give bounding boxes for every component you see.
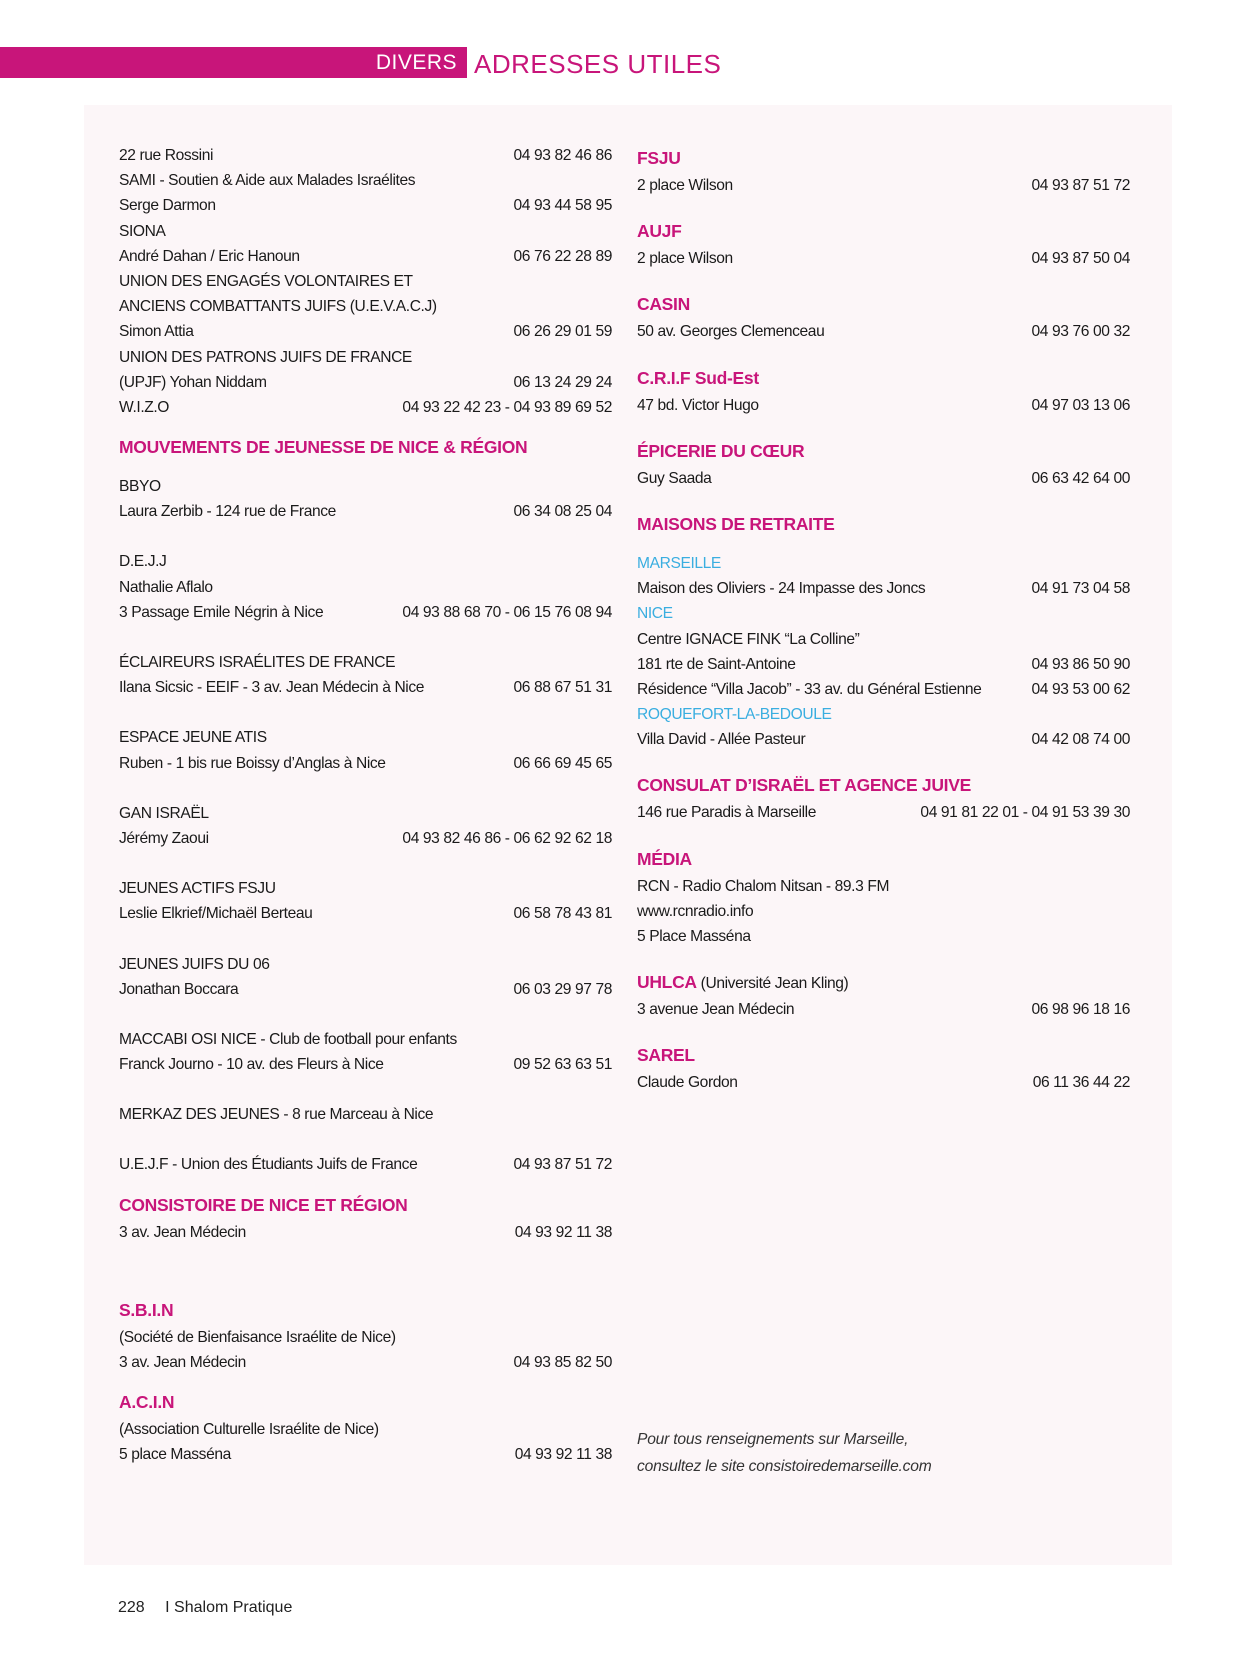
entry-label: (Association Culturelle Israélite de Nice) xyxy=(119,1421,379,1439)
entry-label: ANCIENS COMBATTANTS JUIFS (U.E.V.A.C.J) xyxy=(119,298,437,316)
entry-phone: 04 93 85 82 50 xyxy=(513,1354,612,1371)
entry-label: 50 av. Georges Clemenceau xyxy=(637,323,825,341)
spacer xyxy=(637,1096,1130,1426)
youth-group xyxy=(119,650,612,700)
nice-subheading: NICE xyxy=(637,605,673,623)
spacer xyxy=(637,491,1130,509)
entry-phone: 04 93 76 00 32 xyxy=(1031,323,1130,341)
entry-label: Villa David - Allée Pasteur xyxy=(637,731,806,749)
spacer xyxy=(119,524,612,549)
spacer xyxy=(119,420,612,432)
header-bar xyxy=(0,47,467,78)
page-title: ADRESSES UTILES xyxy=(474,49,722,79)
consulat-heading xyxy=(637,770,1130,800)
entry-label: GAN ISRAËL xyxy=(119,804,209,822)
sbin-heading-text: S.B.I.N xyxy=(119,1299,174,1320)
entry-label: 47 bd. Victor Hugo xyxy=(637,396,759,414)
retraite-heading xyxy=(637,509,1130,539)
entry-row xyxy=(119,168,612,193)
entry-row xyxy=(119,1220,612,1245)
entry-phone: 04 93 44 58 95 xyxy=(513,197,612,215)
entry-label: SIONA xyxy=(119,222,166,240)
spacer xyxy=(637,826,1130,844)
content-panel xyxy=(84,105,1172,1565)
entry-row xyxy=(119,1325,612,1350)
sarel-heading-text: SAREL xyxy=(637,1045,695,1066)
entry-phone: 04 93 82 46 86 xyxy=(513,147,612,164)
entry-phone: 04 93 92 11 38 xyxy=(514,1223,612,1241)
entry-label: MERKAZ DES JEUNES - 8 rue Marceau à Nice xyxy=(119,1106,434,1124)
entry-row xyxy=(119,1350,612,1375)
spacer xyxy=(119,776,612,801)
entry-row xyxy=(637,246,1130,271)
publication-name: I Shalom Pratique xyxy=(165,1599,293,1616)
entry-label: 22 rue Rossini xyxy=(119,147,214,164)
entry-row xyxy=(119,345,612,370)
youth-group xyxy=(119,1027,612,1077)
entry-row xyxy=(119,193,612,218)
section-label: DIVERS xyxy=(375,51,457,74)
entry-row xyxy=(637,1070,1130,1095)
entry-row xyxy=(119,1152,612,1177)
uhlca-note: (Université Jean Kling) xyxy=(696,975,849,993)
entry-row xyxy=(119,143,612,168)
entry-row xyxy=(637,924,1130,949)
entry-label: SAMI - Soutien & Aide aux Malades Israélites xyxy=(119,172,416,190)
fsju-heading xyxy=(637,143,1130,173)
entry-row xyxy=(119,725,612,750)
entry-label: JEUNES ACTIFS FSJU xyxy=(119,880,276,898)
entry-phone: 06 26 29 01 59 xyxy=(513,323,612,341)
spacer xyxy=(637,949,1130,967)
entry-label: MACCABI OSI NICE - Club de football pour enfants xyxy=(119,1030,457,1048)
entry-label: 5 Place Masséna xyxy=(637,928,751,945)
entry-phone: 04 93 87 51 72 xyxy=(513,1156,612,1174)
consulat-heading-text: CONSULAT D’ISRAËL ET AGENCE JUIVE xyxy=(637,775,971,796)
entry-row xyxy=(637,393,1130,418)
entry-label: ESPACE JEUNE ATIS xyxy=(119,729,267,747)
entry-phone: 06 88 67 51 31 xyxy=(513,679,612,697)
entry-phone: 09 52 63 63 51 xyxy=(513,1056,612,1074)
spacer xyxy=(119,462,612,474)
entry-phone: 04 93 82 46 86 - 06 62 92 62 18 xyxy=(402,829,612,847)
entry-label: www.rcnradio.info xyxy=(637,902,754,920)
entry-row xyxy=(119,370,612,395)
spacer xyxy=(637,418,1130,436)
entry-row xyxy=(119,549,612,574)
entry-row xyxy=(637,466,1130,491)
entry-row xyxy=(637,677,1130,702)
entry-label: Laura Zerbib - 124 rue de France xyxy=(119,503,336,521)
entry-phone: 04 93 87 50 04 xyxy=(1031,250,1130,268)
entry-row xyxy=(637,652,1130,677)
page-footer xyxy=(118,1599,292,1617)
spacer xyxy=(637,271,1130,289)
entry-row xyxy=(119,319,612,344)
entry-phone: 06 66 69 45 65 xyxy=(513,754,612,772)
entry-label: 2 place Wilson xyxy=(637,250,733,268)
entry-row xyxy=(119,1052,612,1077)
entry-label: 5 place Masséna xyxy=(119,1446,231,1464)
crif-heading xyxy=(637,363,1130,393)
entry-row xyxy=(119,1027,612,1052)
entry-phone: 06 11 36 44 22 xyxy=(1032,1074,1130,1092)
spacer xyxy=(637,345,1130,363)
youth-group xyxy=(119,549,612,625)
entry-label: 3 Passage Emile Négrin à Nice xyxy=(119,603,324,621)
spacer xyxy=(119,851,612,876)
entry-row xyxy=(119,1102,612,1127)
entry-row xyxy=(637,173,1130,198)
entry-row xyxy=(119,244,612,269)
youth-group xyxy=(119,876,612,926)
entry-row xyxy=(637,874,1130,899)
entry-row xyxy=(637,576,1130,601)
entry-row xyxy=(119,474,612,499)
entry-label: D.E.J.J xyxy=(119,553,167,571)
casin-heading xyxy=(637,289,1130,319)
entry-phone: 06 76 22 28 89 xyxy=(513,247,612,265)
left-column xyxy=(119,143,612,1468)
entry-row xyxy=(637,800,1130,825)
entry-label: André Dahan / Eric Hanoun xyxy=(119,247,300,265)
sbin-heading xyxy=(119,1295,612,1325)
uhlca-heading xyxy=(637,967,1130,997)
spacer xyxy=(119,700,612,725)
youth-group xyxy=(119,1152,612,1177)
entry-phone: 04 93 53 00 62 xyxy=(1031,680,1130,698)
entry-row xyxy=(119,294,612,319)
entry-label: (Société de Bienfaisance Israélite de Nice) xyxy=(119,1328,396,1346)
entry-label: BBYO xyxy=(119,478,161,496)
entry-label: Leslie Elkrief/Michaël Berteau xyxy=(119,905,313,923)
media-heading-text: MÉDIA xyxy=(637,848,692,869)
youth-group xyxy=(119,1102,612,1127)
consistoire-heading-text: CONSISTOIRE DE NICE ET RÉGION xyxy=(119,1194,408,1215)
entry-row xyxy=(637,319,1130,344)
consistoire-heading xyxy=(119,1190,612,1220)
marseille-note-line: Pour tous renseignements sur Marseille, xyxy=(637,1430,909,1448)
entry-row xyxy=(119,826,612,851)
entry-label: Serge Darmon xyxy=(119,197,216,215)
entry-label: Résidence “Villa Jacob” - 33 av. du Général Estienne xyxy=(637,680,982,698)
entry-row xyxy=(119,751,612,776)
aujf-heading xyxy=(637,216,1130,246)
acin-heading xyxy=(119,1387,612,1417)
spacer xyxy=(119,927,612,952)
youth-group xyxy=(119,474,612,524)
spacer xyxy=(637,198,1130,216)
youth-group xyxy=(119,801,612,851)
entry-label: UNION DES PATRONS JUIFS DE FRANCE xyxy=(119,348,412,366)
entry-row xyxy=(119,395,612,420)
entry-row xyxy=(119,876,612,901)
entry-label: 3 av. Jean Médecin xyxy=(119,1354,246,1371)
entry-phone: 04 42 08 74 00 xyxy=(1031,731,1130,749)
youth-group xyxy=(119,725,612,775)
entry-row xyxy=(119,575,612,600)
entry-phone: 04 93 88 68 70 - 06 15 76 08 94 xyxy=(402,603,612,621)
entry-phone: 06 13 24 29 24 xyxy=(513,373,612,391)
entry-label: Franck Journo - 10 av. des Fleurs à Nice xyxy=(119,1056,384,1074)
entry-phone: 06 34 08 25 04 xyxy=(513,503,612,521)
entry-row xyxy=(119,675,612,700)
entry-phone: 06 03 29 97 78 xyxy=(513,980,612,998)
spacer xyxy=(637,539,1130,551)
entry-phone: 04 93 22 42 23 - 04 93 89 69 52 xyxy=(402,398,612,416)
spacer xyxy=(119,1375,612,1387)
entry-label: UNION DES ENGAGÉS VOLONTAIRES ET xyxy=(119,272,413,290)
entry-label: Guy Saada xyxy=(637,469,712,487)
entry-phone: 06 98 96 18 16 xyxy=(1031,1001,1130,1019)
entry-row xyxy=(119,650,612,675)
entry-label: 2 place Wilson xyxy=(637,177,733,194)
entry-label: W.I.Z.O xyxy=(119,398,170,416)
spacer xyxy=(119,1077,612,1102)
entry-row xyxy=(119,952,612,977)
entry-row xyxy=(119,801,612,826)
entry-label: U.E.J.F - Union des Étudiants Juifs de France xyxy=(119,1156,418,1174)
retraite-heading-text: MAISONS DE RETRAITE xyxy=(637,513,835,534)
entry-label: Maison des Oliviers - 24 Impasse des Joncs xyxy=(637,580,926,598)
epicerie-heading-text: ÉPICERIE DU CŒUR xyxy=(637,440,805,461)
entry-label: Nathalie Aflalo xyxy=(119,578,213,596)
entry-phone: 04 93 87 51 72 xyxy=(1031,177,1130,194)
entry-label: 181 rte de Saint-Antoine xyxy=(637,655,796,673)
marseille-subheading: MARSEILLE xyxy=(637,554,721,572)
right-column xyxy=(637,143,1130,1480)
entry-label: Simon Attia xyxy=(119,323,194,341)
entry-label: 3 avenue Jean Médecin xyxy=(637,1001,795,1019)
entry-label: RCN - Radio Chalom Nitsan - 89.3 FM xyxy=(637,877,890,895)
spacer xyxy=(119,1127,612,1152)
entry-phone: 04 97 03 13 06 xyxy=(1031,396,1130,414)
spacer xyxy=(637,752,1130,770)
entry-label: Ilana Sicsic - EEIF - 3 av. Jean Médecin à Nice xyxy=(119,679,425,697)
entry-row xyxy=(119,219,612,244)
uhlca-heading-text: UHLCA xyxy=(637,972,697,993)
entry-row xyxy=(637,627,1130,652)
spacer xyxy=(119,1245,612,1295)
entry-label: 3 av. Jean Médecin xyxy=(119,1223,246,1241)
entry-row xyxy=(119,499,612,524)
entry-phone: 04 93 86 50 90 xyxy=(1031,655,1130,673)
entry-row xyxy=(119,1442,612,1467)
entry-label: 146 rue Paradis à Marseille xyxy=(637,804,817,822)
entry-label: Claude Gordon xyxy=(637,1074,738,1092)
spacer xyxy=(119,625,612,650)
roquefort-subheading: ROQUEFORT-LA-BEDOULE xyxy=(637,706,832,724)
entry-label: Jonathan Boccara xyxy=(119,980,239,998)
entry-row xyxy=(119,269,612,294)
entry-row xyxy=(637,899,1130,924)
entry-row xyxy=(119,977,612,1002)
entry-row xyxy=(637,727,1130,752)
epicerie-heading xyxy=(637,436,1130,466)
aujf-heading-text: AUJF xyxy=(637,221,682,242)
sarel-heading xyxy=(637,1040,1130,1070)
entry-row xyxy=(119,600,612,625)
entry-phone: 04 91 73 04 58 xyxy=(1031,580,1130,598)
entry-phone: 06 63 42 64 00 xyxy=(1031,469,1130,487)
page-number: 228 xyxy=(118,1599,145,1616)
entry-label: Centre IGNACE FINK “La Colline” xyxy=(637,630,860,648)
jeunesse-heading-text: MOUVEMENTS DE JEUNESSE DE NICE & RÉGION xyxy=(119,437,528,458)
entry-row xyxy=(637,997,1130,1022)
fsju-heading-text: FSJU xyxy=(637,148,681,168)
casin-heading-text: CASIN xyxy=(637,294,690,315)
spacer xyxy=(119,1178,612,1190)
entry-phone: 04 91 81 22 01 - 04 91 53 39 30 xyxy=(920,804,1130,822)
spacer xyxy=(637,1022,1130,1040)
crif-heading-text: C.R.I.F Sud-Est xyxy=(637,367,759,388)
jeunesse-heading xyxy=(119,432,612,462)
entry-row xyxy=(119,1417,612,1442)
entry-label: Ruben - 1 bis rue Boissy d’Anglas à Nice xyxy=(119,754,386,772)
entry-phone: 06 58 78 43 81 xyxy=(513,905,612,923)
entry-row xyxy=(119,901,612,926)
entry-phone: 04 93 92 11 38 xyxy=(514,1446,612,1464)
entry-label: (UPJF) Yohan Niddam xyxy=(119,373,267,391)
acin-heading-text: A.C.I.N xyxy=(119,1392,175,1413)
marseille-note-line: consultez le site consistoiredemarseille.com xyxy=(637,1457,932,1475)
entry-label: ÉCLAIREURS ISRAÉLITES DE FRANCE xyxy=(119,654,396,671)
youth-group xyxy=(119,952,612,1002)
entry-label: JEUNES JUIFS DU 06 xyxy=(119,955,270,973)
entry-label: Jérémy Zaoui xyxy=(119,829,209,847)
spacer xyxy=(119,1002,612,1027)
media-heading xyxy=(637,844,1130,874)
